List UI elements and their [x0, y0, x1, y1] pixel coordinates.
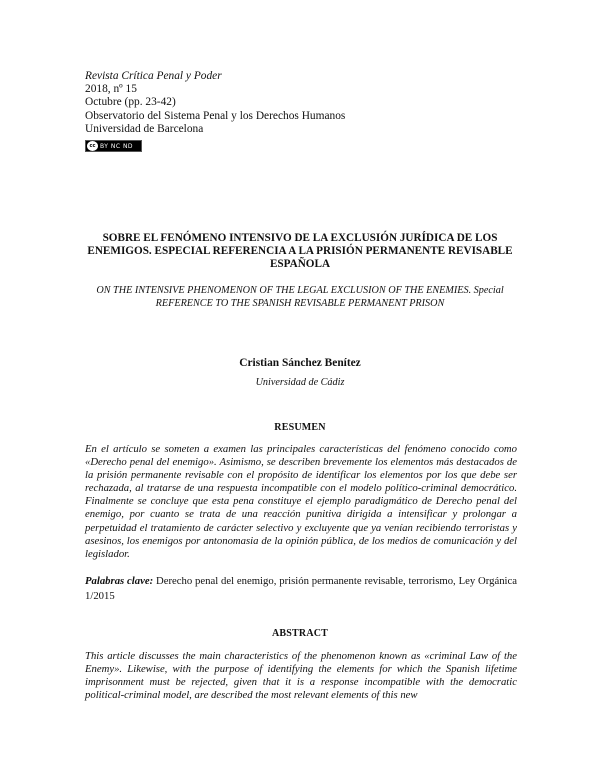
journal-header — [85, 70, 345, 136]
university-name: Universidad de Barcelona — [85, 122, 204, 135]
keywords-label: Palabras clave: — [85, 575, 154, 587]
month-pages: Octubre (pp. 23-42) — [85, 96, 176, 109]
journal-name: Revista Crítica Penal y Poder — [85, 70, 222, 82]
license-label: BY NC ND — [100, 142, 134, 150]
creative-commons-icon: cc — [87, 141, 98, 151]
resumen-text: En el artículo se someten a examen las principales características del fenómeno conocido como «Derecho penal del enemigo». Asimismo, se describen brevemente los elementos más destacados de la prisión permanente revisable con el propósito de identificar los elementos por los que debe ser rechazada, al tratarse de una respuesta incompatible con el modelo político-criminal democrático. Finalmente se concluye que esta pena constituye el ejemplo paradigmático de Derecho penal del enemigo, por cuanto se trata de una reacción punitiva dirigida a intensificar y prolongar a perpetuidad el tratamiento de carácter selectivo y excluyente que ya venían recibiendo terroristas y asesinos, los enemigos por antonomasia de la opinión pública, de los medios de comunicación y del legislador. — [85, 443, 517, 560]
year-issue: 2018, nº 15 — [85, 83, 137, 96]
author-name: Cristian Sánchez Benítez — [239, 357, 361, 369]
resumen-heading: RESUMEN — [274, 422, 326, 433]
author-affiliation: Universidad de Cádiz — [255, 377, 345, 388]
abstract-heading: ABSTRACT — [271, 628, 329, 639]
keywords — [85, 574, 517, 604]
cc-license-badge[interactable] — [85, 140, 142, 152]
abstract-text: This article discusses the main characteristics of the phenomenon known as «criminal Law of the Enemy». Likewise, with the purpose of identifying the elements for which the Spanish lifetime imprisonment must be rejected, given that it is a response incompatible with the democratic political-criminal model, are described the most relevant elements of this new — [85, 650, 517, 702]
article-title-english: ON THE INTENSIVE PHENOMENON OF THE LEGAL EXCLUSION OF THE ENEMIES. Special REFERENCE TO THE SPANISH REVISABLE PERMANENT PRISON — [96, 285, 504, 310]
keywords-text: Derecho penal del enemigo, prisión permanente revisable, terrorismo, Ley Orgánica 1/2015 — [85, 575, 517, 602]
article-title: SOBRE EL FENÓMENO INTENSIVO DE LA EXCLUSIÓN JURÍDICA DE LOS ENEMIGOS. ESPECIAL REFERENCIA A LA PRISIÓN PERMANENTE REVISABLE ESPAÑOLA — [87, 232, 513, 271]
observatory-name: Observatorio del Sistema Penal y los Derechos Humanos — [85, 109, 346, 122]
